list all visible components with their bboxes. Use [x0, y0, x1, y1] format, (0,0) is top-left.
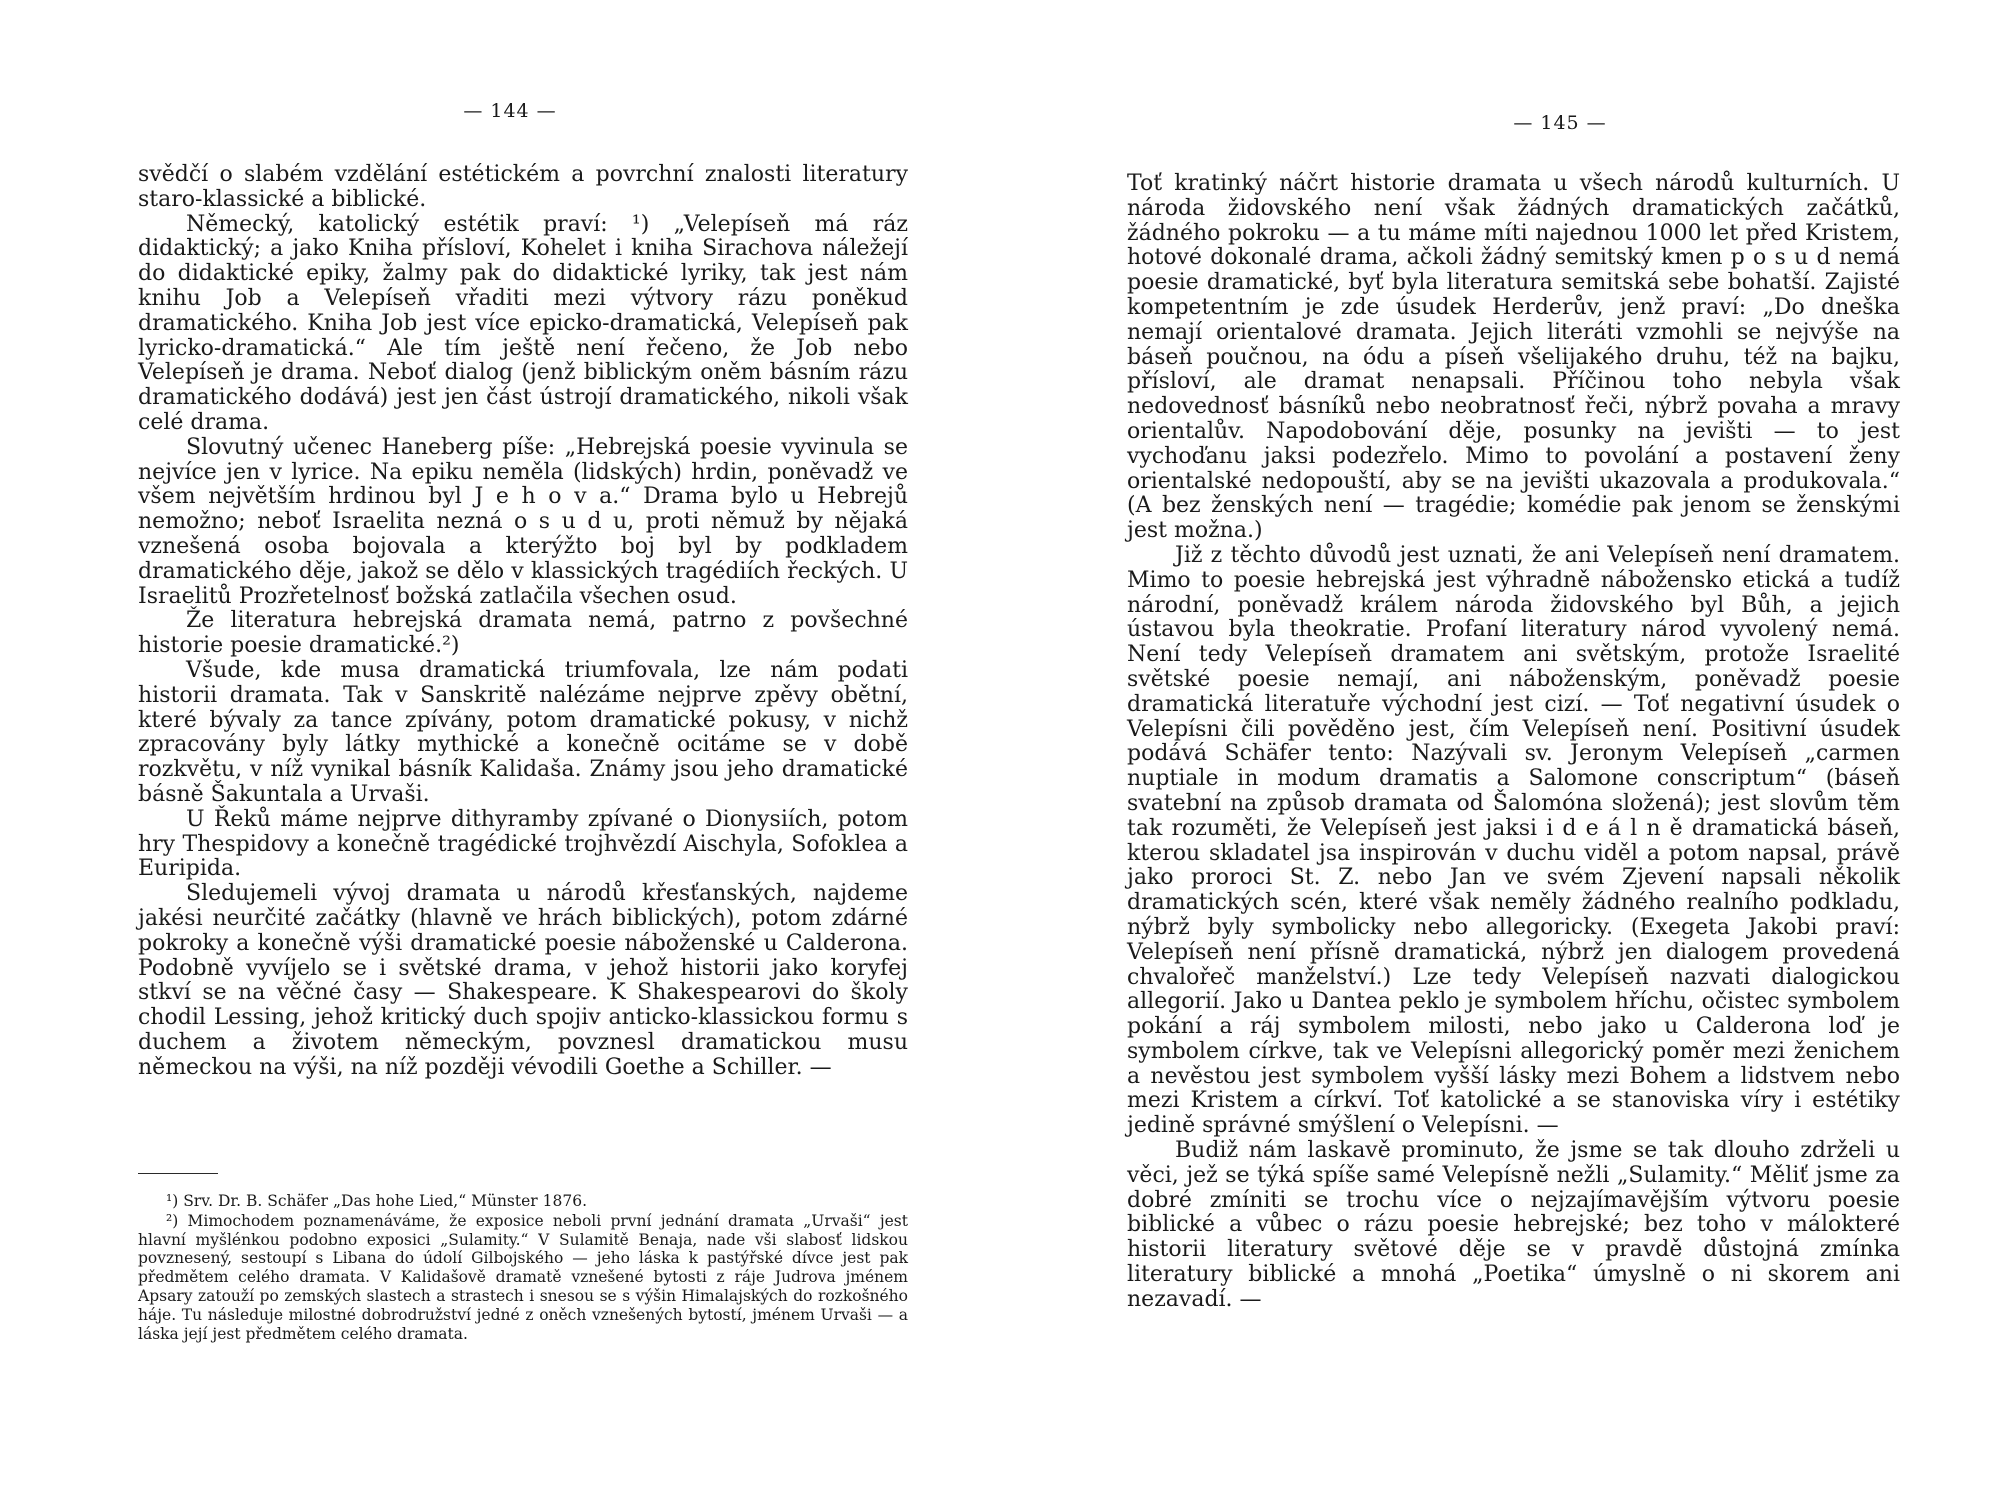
paragraph: Slovutný učenec Haneberg píše: „Hebrejská poesie vyvinula se nejvíce jen v lyrice. Na epiku neměla (lidských) hrdin, poněvadž ve všem největším hrdinou byl J e h o v a.“ Drama bylo u Hebrejů nemožno; neboť Israelita nezná o s u d u, proti němuž by nějaká vznešená osoba bojovala a kterýžto boj byl by podkladem dramatického děje, jakož se dělo v klassických tragédiích řeckých. U Israelitů Prozřetelnosť božská zatlačila všechen osud.: [138, 434, 908, 609]
paragraph: Budiž nám laskavě prominuto, že jsme se tak dlouho zdrželi u věci, jež se týká spíše samé Velepísně nežli „Sulamity.“ Měliť jsme za dobré zmíniti se trochu více o nejzajímavějším výtvoru poesie biblické a vůbec o rázu poesie hebrejské; bez toho v málokteré historii literatury světové děje se v pravdě důstojná zmínka literatury biblické a mnohá „Poetika“ úmyslně o ni skorem ani nezavadí. —: [1127, 1138, 1900, 1312]
paragraph: Všude, kde musa dramatická triumfovala, lze nám podati historii dramata. Tak v Sanskritě nalézáme nejprve zpěvy obětní, které bývaly za tance zpívány, potom dramatické pokusy, v nichž zpracovány byly látky mythické a konečně ocitáme se v době rozkvětu, v níž vynikal básník Kalidaša. Známy jsou jeho dramatické básně Šakuntala a Urvaši.: [138, 657, 908, 807]
left-page-body: [138, 163, 908, 1080]
paragraph: Toť kratinký náčrt historie dramata u všech národů kulturních. U národa židovského není však žádných dramatických začátků, žádného pokroku — a tu máme míti najednou 1000 let před Kristem, hotové dokonalé drama, ačkoli žádný semitský kmen p o s u d nemá poesie dramatické, byť byla literatura semitská sebe bohatší. Zajisté kompetentním je zde úsudek Herderův, jenž praví: „Do dneška nemají orientalové dramata. Jejich literáti vzmohli se nejvýše na báseň poučnou, na ódu a píseň všelijakého druhu, též na bajku, přísloví, ale dramat nenapsali. Příčinou toho nebyla však nedovednosť básníků nebo neobratnosť řeči, nýbrž povaha a mravy orientalův. Napodobování děje, posunky na jevišti — to jest vychoďanu jaksi podezřelo. Mimo to povolání a postavení ženy orientalské nedopouští, aby se na jevišti ukazovala a produkovala.“ (A bez ženských není — tragédie; komédie pak jenom se ženskými jest možna.): [1127, 171, 1900, 544]
paragraph: Že literatura hebrejská dramata nemá, patrno z povšechné historie poesie dramatické.²): [138, 608, 908, 659]
paragraph: U Řeků máme nejprve dithyramby zpívané o Dionysiích, potom hry Thespidovy a konečně tragédické trojhvězdí Aischyla, Sofoklea a Euripida.: [138, 806, 908, 882]
paragraph: Již z těchto důvodů jest uznati, že ani Velepíseň není dramatem. Mimo to poesie hebrejská jest výhradně nábožensko etická a tudíž národní, poněvadž králem národa židovského byl Bůh, a jejich ústavou byla theokratie. Profaní literatury národ vyvolený nemá. Není tedy Velepíseň dramatem ani světským, protože Israelité světské poesie nemají, ani náboženským, poněvadž poesie dramatická literatuře východní jest cizí. — Toť negativní úsudek o Velepísni čili pověděno jest, čím Velepíseň není. Positivní úsudek podává Schäfer tento: Nazývali sv. Jeronym Velepíseň „carmen nuptiale in modum dramatis a Salomone conscriptum“ (báseň svatební na způsob dramata od Šalomóna složená); jest slovům těm tak rozuměti, že Velepíseň jest jaksi i d e á l n ě dramatická báseň, kterou skladatel jsa inspirován v duchu viděl a potom napsal, právě jako proroci St. Z. nebo Jan ve svém Zjevení napsali několik dramatických scén, které však neměly žádného realního podkladu, nýbrž byly symbolicky nebo allegoricky. (Exegeta Jakobi praví: Velepíseň není přísně dramatická, nýbrž jen dialogem provedená chvalořeč manželství.) Lze tedy Velepíseň nazvati dialogickou allegorií. Jako u Dantea peklo je symbolem hříchu, očistec symbolem pokání a ráj symbolem milosti, nebo jako u Calderona loď je symbolem církve, tak ve Velepísni allegorický poměr mezi ženichem a nevěstou jest symbolem vyšší lásky mezi Bohem a lidstvem nebo mezi Kristem a církví. Toť katolické a se stanoviska víry i estétiky jedině správné smýšlení o Velepísni. —: [1127, 542, 1900, 1139]
right-page-body: [1127, 172, 1900, 1313]
paragraph: Německý, katolický estétik praví: ¹) „Velepíseň má ráz didaktický; a jako Kniha přísloví, Kohelet i kniha Sirachova náležejí do didaktické epiky, žalmy pak do didaktické lyriky, tak jest nám knihu Job a Velepíseň vřaditi mezi výtvory rázu poněkud dramatického. Kniha Job jest více epicko-dramatická, Velepíseň pak lyricko-dramatická.“ Ale tím ještě není řečeno, že Job nebo Velepíseň je drama. Neboť dialog (jenž biblickým oněm básním rázu dramatického dodává) jest jen část ústrojí dramatického, nikoli však celé drama.: [138, 211, 908, 435]
footnotes: [138, 1192, 908, 1344]
footnote-2: ²) Mimochodem poznamenáváme, že exposice neboli první jednání dramata „Urvaši“ jest hlavní myšlénkou podobno exposici „Sulamity.“ V Sulamitě Benaja, nade vši slabosť lidskou povznesený, sestoupí s Libana do údolí Gilbojského — jeho láska k pastýřské dívce jest pak předmětem celého dramata. V Kalidašově dramatě vznešené bytosti z ráje Judrova jménem Apsary zatouží po zemských slastech a strastech i snesou se s výšin Himalajských do rozkošného háje. Tu následuje milostné dobrodružství jedné z oněch vznešených bytostí, jménem Urvaši — a láska její jest předmětem celého dramata.: [138, 1211, 908, 1343]
footnote-divider: [138, 1173, 218, 1174]
page-number-144: — 144 —: [463, 100, 557, 122]
page-number-145: — 145 —: [1513, 112, 1607, 134]
paragraph: Sledujemeli vývoj dramata u národů křesťanských, najdeme jakési neurčité začátky (hlavně ve hrách biblických), potom zdárné pokroky a konečně výši dramatické poesie náboženské u Calderona. Podobně vyvíjelo se i světské drama, v jehož historii jako koryfej stkví se na věčné časy — Shakespeare. K Shakespearovi do školy chodil Lessing, jehož kritický duch spojiv anticko-klassickou formu s duchem a životem německým, povznesl dramatickou musu německou na výši, na níž později vévodili Goethe a Schiller. —: [138, 881, 908, 1080]
footnote-1: ¹) Srv. Dr. B. Schäfer „Das hohe Lied,“ Münster 1876.: [166, 1192, 587, 1210]
paragraph: svědčí o slabém vzdělání estétickém a povrchní znalosti literatury staro-klassické a biblické.: [138, 162, 908, 212]
